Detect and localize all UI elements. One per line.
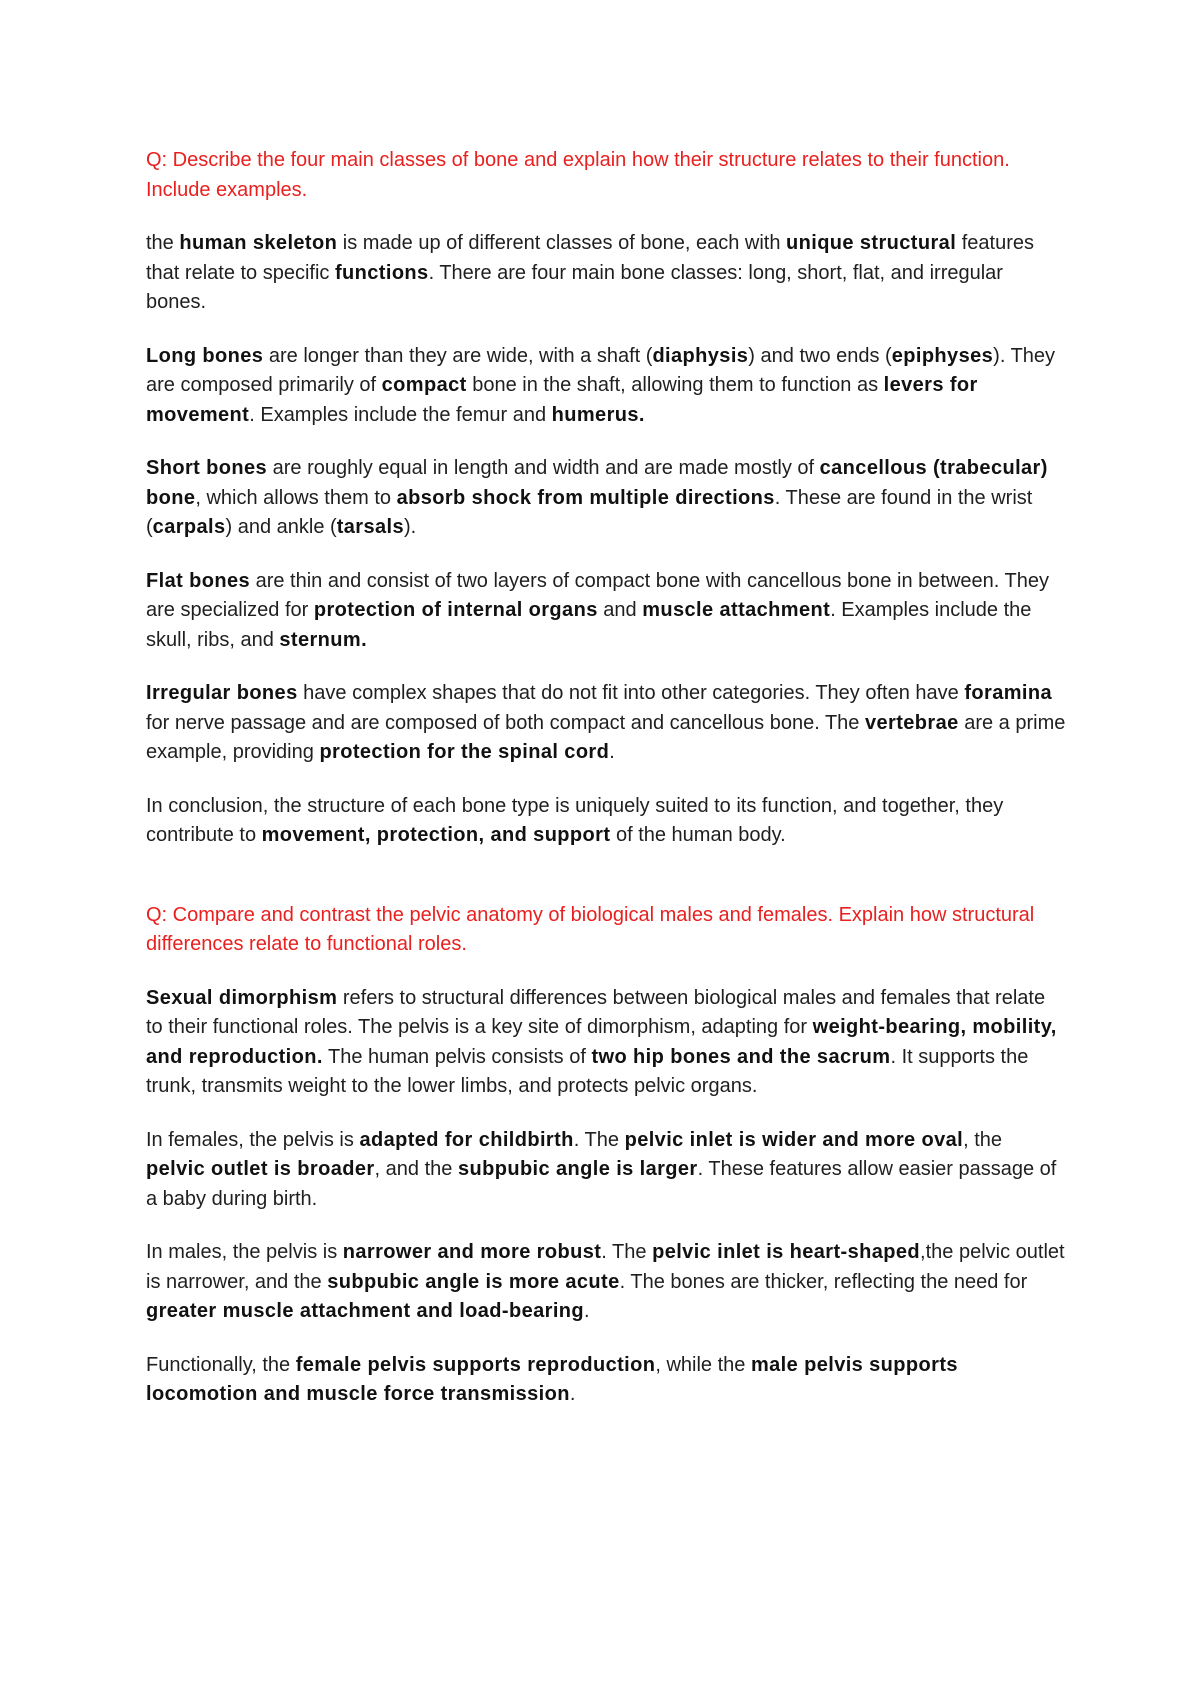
q2-paragraph-functionally (146, 1351, 1066, 1410)
bold-run: narrower and more robust (342, 1241, 602, 1263)
bold-run: weight-bearing, mobility, and reproduction. (146, 1016, 1057, 1068)
text-run: . The (601, 1241, 653, 1263)
text-run: . There are four main bone classes: long, short, flat, and irregular bones. (146, 261, 1003, 313)
text-run: , which allows them to (195, 486, 397, 509)
text-run: ). (404, 516, 417, 538)
bold-run: subpubic angle is larger (457, 1158, 698, 1180)
q2-paragraph-females (146, 1126, 1066, 1215)
bold-run: Irregular bones (146, 682, 298, 704)
bold-run: Sexual dimorphism (146, 986, 338, 1009)
text-run: features that relate to specific (146, 232, 1034, 284)
text-run: are roughly equal in length and width and are made mostly of (267, 457, 820, 479)
bold-run: foramina (964, 682, 1052, 704)
text-run: In conclusion, the structure of each bone type is uniquely suited to its function, and together, they contribute to (146, 794, 1004, 846)
text-run: . (584, 1300, 590, 1322)
bold-run: levers for movement (146, 374, 978, 426)
bold-run: female pelvis supports reproduction (295, 1353, 656, 1376)
text-run: have complex shapes that do not fit into other categories. They often have (297, 682, 965, 704)
text-run: , the (963, 1128, 1003, 1151)
bold-run: subpubic angle is more acute (327, 1270, 620, 1293)
bold-run: compact (381, 374, 467, 396)
bold-run: tarsals (336, 516, 404, 538)
bold-run: pelvic outlet is broader (146, 1158, 375, 1180)
text-run: the (146, 232, 180, 254)
bold-run: sternum. (279, 628, 368, 651)
text-run: refers to structural differences between biological males and females that relate to their functional roles. The pelvis is a key site of dimorphism, adapting for (146, 986, 1046, 1038)
bold-run: protection of internal organs (313, 599, 598, 621)
bold-run: absorb shock from multiple directions (396, 486, 775, 509)
text-run: are thin and consist of two layers of compact bone with cancellous bone in between. They are specialized for (146, 569, 1049, 621)
q1-paragraph-irregular-bones (146, 679, 1066, 768)
text-run: . These features allow easier passage of a baby during birth. (146, 1158, 1057, 1210)
bold-run: two hip bones and the sacrum (591, 1045, 891, 1068)
bold-run: diaphysis (652, 344, 749, 367)
text-run: ) and ankle ( (225, 516, 337, 538)
q2-paragraph-dimorphism (146, 984, 1066, 1102)
bold-run: pelvic inlet is heart-shaped (652, 1241, 921, 1263)
bold-run: functions (334, 261, 429, 284)
question-2: Q: Compare and contrast the pelvic anatomy of biological males and females. Explain how structural differences relate to functional roles. (146, 903, 1035, 955)
text-run: ,the pelvic outlet is narrower, and the (146, 1241, 1065, 1293)
text-run: are longer than they are wide, with a shaft ( (263, 344, 653, 367)
bold-run: protection for the spinal cord (319, 741, 610, 763)
bold-run: adapted for childbirth (359, 1128, 574, 1151)
text-run: ) and two ends ( (748, 344, 892, 367)
section-gap (146, 875, 1066, 901)
text-run: and (597, 599, 643, 621)
text-run: . (569, 1383, 576, 1405)
text-run: bone in the shaft, allowing them to function as (466, 374, 884, 396)
q1-paragraph-conclusion (146, 792, 1066, 851)
q1-paragraph-flat-bones (146, 567, 1066, 656)
bold-run: vertebrae (864, 711, 959, 734)
text-run: In males, the pelvis is (146, 1241, 343, 1263)
text-run: of the human body. (610, 824, 786, 846)
text-run: Functionally, the (146, 1353, 296, 1376)
bold-run: unique structural (786, 232, 957, 254)
bold-run: Long bones (146, 344, 264, 367)
q1-paragraph-short-bones (146, 454, 1066, 543)
bold-run: humerus. (551, 403, 645, 426)
text-run: The human pelvis consists of (322, 1045, 592, 1068)
bold-run: epiphyses (891, 344, 994, 367)
text-run: . Examples include the skull, ribs, and (146, 599, 1032, 651)
text-run: , while the (655, 1353, 751, 1376)
bold-run: greater muscle attachment and load-bearing (146, 1300, 585, 1322)
text-run: In females, the pelvis is (146, 1128, 360, 1151)
text-run: ). They are composed primarily of (146, 344, 1056, 396)
q1-paragraph-intro (146, 229, 1066, 318)
bold-run: carpals (152, 516, 226, 538)
bold-run: movement, protection, and support (261, 824, 611, 846)
bold-run: muscle attachment (642, 599, 831, 621)
bold-run: pelvic inlet is wider and more oval (624, 1128, 964, 1151)
text-run: . Examples include the femur and (249, 403, 552, 426)
bold-run: Flat bones (146, 569, 251, 592)
text-run: . (609, 741, 615, 763)
q2-paragraph-males (146, 1238, 1066, 1327)
bold-run: cancellous (trabecular) bone (146, 457, 1048, 509)
text-run: . The bones are thicker, reflecting the need for (619, 1270, 1028, 1293)
text-run: is made up of different classes of bone, each with (337, 232, 786, 254)
text-run: . The (573, 1128, 625, 1151)
bold-run: Short bones (146, 457, 268, 479)
q1-paragraph-long-bones (146, 342, 1066, 431)
document-content (146, 146, 1066, 1434)
text-run: are a prime example, providing (146, 711, 1066, 763)
bold-run: male pelvis supports locomotion and muscle force transmission (146, 1353, 958, 1405)
text-run: for nerve passage and are composed of both compact and cancellous bone. The (146, 711, 865, 734)
text-run: . These are found in the wrist ( (146, 486, 1033, 538)
text-run: . It supports the trunk, transmits weight to the lower limbs, and protects pelvic organs. (146, 1045, 1029, 1097)
question-1: Q: Describe the four main classes of bone and explain how their structure relates to their function. Include examples. (146, 149, 1010, 201)
bold-run: human skeleton (179, 232, 338, 254)
text-run: , and the (374, 1158, 458, 1180)
